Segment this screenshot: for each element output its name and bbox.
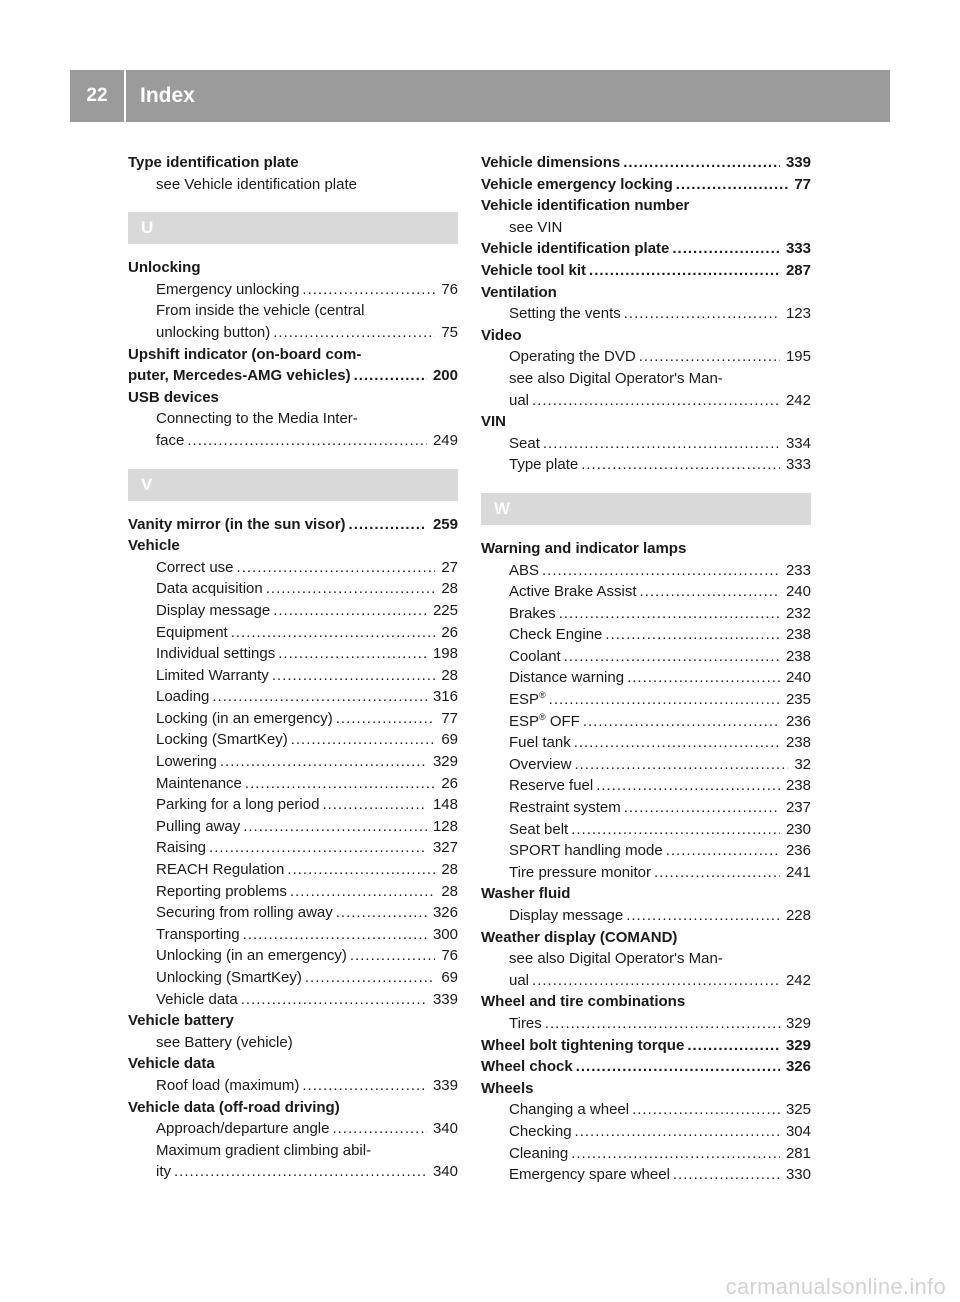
dot-leader [273,600,427,622]
index-heading[interactable] [481,174,811,196]
index-heading[interactable] [128,514,458,536]
page-reference[interactable]: 26 [441,774,458,792]
page-reference[interactable]: 240 [785,669,811,687]
page-reference[interactable]: 340 [432,1163,458,1181]
index-heading[interactable] [128,365,458,387]
page-reference[interactable]: 198 [432,645,458,663]
dot-leader [639,346,780,368]
page-reference[interactable]: 333 [785,456,811,474]
index-subentry[interactable] [481,1099,811,1121]
entry-label: Wheel chock [481,1058,573,1076]
index-subentry[interactable] [481,624,811,646]
index-heading: Wheel and tire combinations [481,993,686,1011]
index-subentry[interactable] [481,603,811,625]
page-reference[interactable]: 28 [441,580,458,598]
index-subentry[interactable] [128,686,458,708]
index-subentry[interactable] [128,578,458,600]
page-reference[interactable]: 230 [785,820,811,838]
dot-leader [575,754,789,776]
entry-label: Emergency unlocking [156,280,300,298]
page-reference[interactable]: 32 [794,755,811,773]
watermark: carmanualsonline.info [725,1274,946,1299]
entry-label: Fuel tank [509,734,571,752]
dot-leader [349,514,427,536]
page-reference[interactable]: 28 [441,666,458,684]
index-subentry[interactable] [481,775,811,797]
entry-label: Tires [509,1014,542,1032]
section-letter: W [481,493,811,525]
index-subentry: see Battery (vehicle) [156,1033,293,1051]
page-reference[interactable]: 128 [432,817,458,835]
dot-leader [174,1161,427,1183]
dot-leader [302,279,435,301]
dot-leader [676,174,789,196]
index-subentry[interactable] [481,346,811,368]
index-heading: Wheels [481,1079,534,1097]
page-reference[interactable]: 339 [432,1076,458,1094]
entry-label: Reporting problems [156,882,287,900]
index-subentry[interactable] [481,754,811,776]
entry-label: ual [509,391,530,409]
dot-leader [654,862,780,884]
dot-leader [287,859,435,881]
dot-leader [243,816,427,838]
dot-leader [266,578,436,600]
index-subentry[interactable] [481,454,811,476]
index-subentry[interactable] [481,905,811,927]
index-subentry[interactable] [128,902,458,924]
page-reference[interactable]: 326 [785,1058,811,1076]
entry-label: Active Brake Assist [509,583,637,601]
dot-leader [666,840,780,862]
index-subentry[interactable] [481,646,811,668]
dot-leader [305,967,435,989]
page-reference[interactable]: 339 [785,154,811,171]
index-subentry[interactable] [481,732,811,754]
index-subentry: see VIN [509,218,563,236]
entry-label: ESP® OFF [509,711,580,730]
entry-label: REACH Regulation [156,861,285,879]
entry-label: Correct use [156,558,234,576]
entry-label: ABS [509,561,540,579]
index-heading: Vehicle data [128,1055,215,1073]
index-heading[interactable] [481,260,811,282]
index-heading[interactable] [481,238,811,260]
index-heading: Type identification plate [128,154,299,171]
page-reference[interactable]: 28 [441,882,458,900]
dot-leader [672,238,780,260]
index-subentry[interactable] [128,729,458,751]
dot-leader [336,902,427,924]
entry-label: Individual settings [156,645,276,663]
index-subentry[interactable] [481,560,811,582]
page-reference[interactable]: 238 [785,647,811,665]
dot-leader [542,560,780,582]
entry-label: Unlocking (in an emergency) [156,947,347,965]
dot-leader [245,773,435,795]
page-reference[interactable]: 259 [432,515,458,533]
index-subentry[interactable] [481,1013,811,1035]
index-subentry[interactable] [128,859,458,881]
dot-leader [632,1099,780,1121]
page-title: Index [140,84,195,107]
entry-label: Vanity mirror (in the sun visor) [128,515,346,533]
index-heading: Washer fluid [481,885,571,903]
dot-leader [354,365,427,387]
entry-label: Seat belt [509,820,569,838]
entry-label: Overview [509,755,572,773]
index-heading[interactable] [481,1056,811,1078]
index-heading: Unlocking [128,259,201,277]
entry-label: ual [509,971,530,989]
dot-leader [273,322,435,344]
entry-label: Equipment [156,623,228,641]
dot-leader [574,732,780,754]
dot-leader [241,989,427,1011]
page-reference[interactable]: 233 [785,561,811,579]
dot-leader [571,819,780,841]
index-subentry[interactable] [481,433,811,455]
index-subentry[interactable] [128,773,458,795]
page-reference[interactable]: 236 [785,712,811,730]
entry-label: Brakes [509,604,556,622]
page-reference[interactable]: 225 [432,601,458,619]
entry-label: Unlocking (SmartKey) [156,969,302,986]
page-reference[interactable]: 242 [785,971,811,989]
index-subentry[interactable] [481,797,811,819]
index-heading: VIN [481,413,507,431]
dot-leader [243,924,427,946]
page-reference[interactable]: 69 [441,969,458,986]
index-subentry[interactable] [128,643,458,665]
dot-leader [624,303,780,325]
index-subentry: see Vehicle identification plate [156,175,357,193]
page-header [70,70,890,122]
entry-label: Cleaning [509,1144,569,1162]
dot-leader [545,1013,780,1035]
index-heading: Vehicle identification number [481,197,690,215]
index-subentry[interactable] [128,751,458,773]
dot-leader [187,430,427,452]
dot-leader [212,686,427,708]
dot-leader [687,1035,780,1057]
index-subentry[interactable] [481,1121,811,1143]
dot-leader [302,1075,427,1097]
entry-label: Pulling away [156,817,241,835]
entry-label: Limited Warranty [156,666,269,684]
index-heading: Vehicle [128,537,180,555]
index-subentry[interactable] [128,665,458,687]
index-subentry: see also Digital Operator's Man- [509,369,723,387]
entry-label: Vehicle emergency locking [481,175,673,193]
index-subentry[interactable] [128,279,458,301]
index-subentry[interactable] [128,600,458,622]
entry-label: Data acquisition [156,580,263,598]
page-reference[interactable]: 238 [785,777,811,795]
index-subentry[interactable] [481,667,811,689]
page-reference[interactable]: 281 [785,1144,811,1162]
page-reference[interactable]: 76 [441,947,458,965]
entry-label: Lowering [156,753,217,771]
page-reference[interactable]: 235 [785,691,811,709]
dot-leader [589,260,780,282]
index-heading: Upshift indicator (on-board com- [128,345,362,363]
index-subentry[interactable] [481,1143,811,1165]
entry-label: Seat [509,434,540,452]
index-subentry[interactable] [128,794,458,816]
dot-leader [640,581,780,603]
index-subentry[interactable] [481,689,811,711]
entry-label: Wheel bolt tightening torque [481,1036,685,1054]
index-subentry[interactable] [128,322,458,344]
index-heading: Warning and indicator lamps [481,539,687,557]
dot-leader [322,794,427,816]
index-subentry[interactable] [128,622,458,644]
page-reference[interactable]: 123 [785,305,811,323]
index-subentry[interactable] [128,1161,458,1183]
entry-label: Vehicle tool kit [481,261,587,279]
page-reference[interactable]: 76 [441,280,458,298]
dot-leader [581,454,780,476]
dot-leader [532,390,780,412]
dot-leader [336,708,436,730]
page-reference[interactable]: 75 [441,323,458,341]
index-subentry[interactable] [128,924,458,946]
section-letter: V [128,469,458,501]
index-subentry[interactable] [128,430,458,452]
page-reference[interactable]: 228 [785,907,811,924]
dot-leader [231,622,436,644]
dot-leader [624,797,780,819]
entry-label: Type plate [509,456,579,474]
page-reference[interactable]: 330 [785,1166,811,1184]
dot-leader [532,970,780,992]
entry-label: Locking (SmartKey) [156,731,288,749]
entry-label: Locking (in an emergency) [156,709,333,727]
page-reference[interactable]: 237 [785,799,811,817]
entry-label: Distance warning [509,669,625,687]
page-reference[interactable]: 236 [785,842,811,860]
index-subentry[interactable] [128,1075,458,1097]
section-letter: U [128,212,458,244]
page-reference[interactable]: 329 [785,1036,811,1054]
page-reference[interactable]: 238 [785,734,811,752]
index-subentry[interactable] [481,970,811,992]
entry-label: Emergency spare wheel [509,1166,670,1184]
index-subentry: Maximum gradient climbing abil- [156,1141,372,1159]
index-subentry[interactable] [481,581,811,603]
entry-label: Parking for a long period [156,796,320,814]
entry-label: Approach/departure angle [156,1120,330,1138]
entry-label: Raising [156,839,207,857]
index-subentry[interactable] [128,989,458,1011]
page-reference[interactable]: 287 [785,261,811,279]
entry-label: Checking [509,1122,572,1140]
entry-label: puter, Mercedes-AMG vehicles) [128,367,351,385]
dot-leader [576,1056,780,1078]
dot-leader [596,775,780,797]
index-subentry[interactable] [481,390,811,412]
entry-label: Check Engine [509,626,603,644]
page-number: 22 [70,70,126,122]
index-heading: Vehicle data (off-road driving) [128,1098,340,1116]
dot-leader [272,665,436,687]
index-heading: Ventilation [481,283,557,301]
page-reference[interactable]: 77 [441,709,458,727]
entry-label: Changing a wheel [509,1101,630,1119]
index-heading: Video [481,326,522,344]
index-subentry[interactable] [128,708,458,730]
dot-leader [543,433,780,455]
index-subentry[interactable] [481,840,811,862]
index-subentry[interactable] [481,303,811,325]
entry-label: ESP® [509,690,546,709]
page-reference[interactable]: 69 [441,731,458,749]
entry-label: Securing from rolling away [156,904,333,922]
page-reference[interactable]: 195 [785,348,811,366]
page-reference[interactable]: 242 [785,391,811,409]
page-reference[interactable]: 241 [785,863,811,881]
entry-label: Setting the vents [509,305,621,323]
index-subentry[interactable] [128,945,458,967]
entry-label: Vehicle dimensions [481,154,621,171]
page-reference[interactable]: 249 [432,431,458,449]
dot-leader [209,837,427,859]
dot-leader [278,643,427,665]
dot-leader [549,689,780,711]
entry-label: Vehicle data [156,990,238,1008]
dot-leader [571,1143,780,1165]
dot-leader [605,624,780,646]
index-column-left [128,152,458,1183]
dot-leader [626,905,780,927]
index-subentry[interactable] [128,557,458,579]
page-reference[interactable]: 27 [441,558,458,576]
entry-label: Tire pressure monitor [509,863,651,881]
index-column-right [481,152,811,1186]
page-reference[interactable]: 329 [785,1014,811,1032]
dot-leader [627,667,780,689]
page-reference[interactable]: 77 [794,175,811,193]
dot-leader [583,711,780,733]
page-reference[interactable]: 200 [432,367,458,385]
page-reference[interactable]: 304 [785,1122,811,1140]
entry-label: unlocking button) [156,323,271,341]
page-reference[interactable]: 240 [785,583,811,601]
entry-label: Transporting [156,925,240,943]
entry-label: face [156,431,185,449]
entry-label: Roof load (maximum) [156,1076,300,1094]
entry-label: Reserve fuel [509,777,594,795]
dot-leader [290,881,435,903]
dot-leader [291,729,436,751]
index-subentry: Connecting to the Media Inter- [156,410,358,428]
index-subentry[interactable] [481,1164,811,1186]
page-reference[interactable]: 340 [432,1120,458,1138]
index-heading[interactable] [481,152,811,174]
entry-label: Maintenance [156,774,242,792]
index-subentry: see also Digital Operator's Man- [509,950,723,968]
entry-label: Loading [156,688,210,706]
index-subentry[interactable] [128,1118,458,1140]
dot-leader [350,945,435,967]
dot-leader [623,152,780,174]
index-heading: Weather display (COMAND) [481,928,678,946]
index-heading: USB devices [128,388,219,406]
page-reference[interactable]: 339 [432,990,458,1008]
entry-label: SPORT handling mode [509,842,663,860]
dot-leader [332,1118,427,1140]
page-reference[interactable]: 148 [432,796,458,814]
index-heading: Vehicle battery [128,1012,234,1030]
index-subentry[interactable] [128,816,458,838]
page-reference[interactable]: 28 [441,861,458,879]
dot-leader [564,646,780,668]
entry-label: ity [156,1163,171,1181]
dot-leader [673,1164,780,1186]
page-reference[interactable]: 238 [785,626,811,644]
dot-leader [559,603,780,625]
page-reference[interactable]: 316 [432,688,458,706]
dot-leader [575,1121,780,1143]
index-subentry[interactable] [481,819,811,841]
entry-label: Operating the DVD [509,348,636,366]
entry-label: Coolant [509,647,561,665]
dot-leader [220,751,427,773]
index-subentry[interactable] [128,881,458,903]
page-reference[interactable]: 333 [785,240,811,258]
page-reference[interactable]: 300 [432,925,458,943]
page-reference[interactable]: 326 [432,904,458,922]
index-subentry[interactable] [128,967,458,989]
page-reference[interactable]: 325 [785,1101,811,1119]
page-reference[interactable]: 26 [441,623,458,641]
page-reference[interactable]: 232 [785,604,811,622]
index-heading[interactable] [481,1035,811,1057]
dot-leader [237,557,436,579]
page-reference[interactable]: 327 [432,839,458,857]
entry-label: Vehicle identification plate [481,240,670,258]
index-subentry[interactable] [481,711,811,733]
index-subentry: From inside the vehicle (central [156,302,365,320]
page-reference[interactable]: 329 [432,753,458,771]
entry-label: Display message [509,907,624,924]
index-subentry[interactable] [128,837,458,859]
index-subentry[interactable] [481,862,811,884]
entry-label: Display message [156,601,271,619]
page-reference[interactable]: 334 [785,434,811,452]
entry-label: Restraint system [509,799,621,817]
